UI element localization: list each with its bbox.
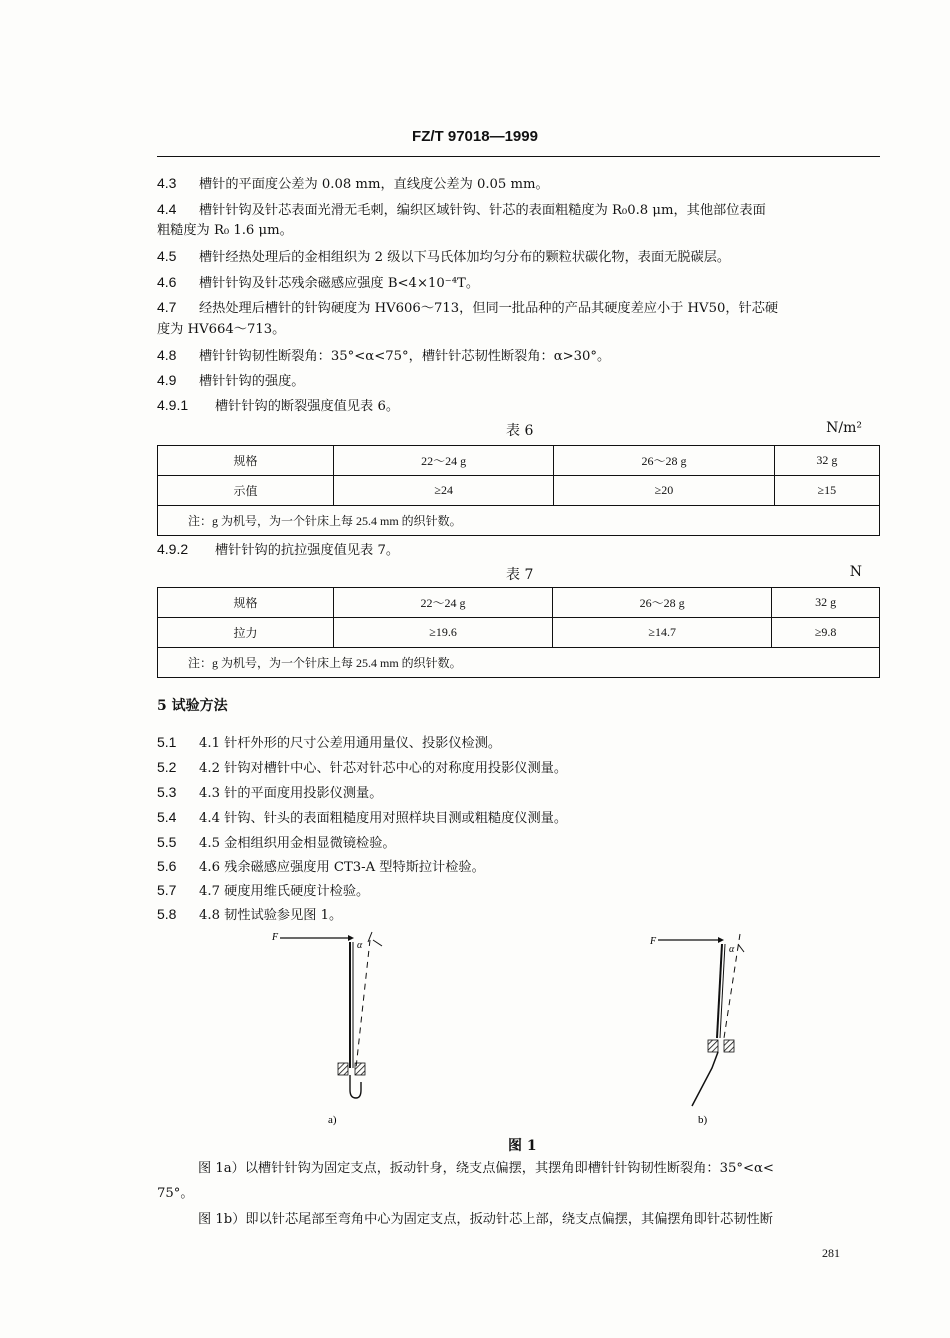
paragraph-1: 图 1a）以槽针针钩为固定支点，扳动针身，绕支点偏摆，其摆角即槽针针钩韧性断裂角：35°<α< (198, 1161, 774, 1176)
table-7 (157, 587, 880, 678)
table-cell: 32 g (774, 446, 879, 476)
page-number: 281 (822, 1246, 840, 1260)
clause-4-6: 4.6 槽针针钩及针芯残余磁感应强度 B<4×10⁻⁴T。 (157, 274, 480, 291)
force-label: F (650, 936, 657, 947)
standard-header: FZ/T 97018—1999 (412, 128, 538, 145)
table-row (158, 506, 880, 536)
figure-caption: 图 1 (508, 1138, 537, 1154)
clause-5-3: 5.3 4.3 针的平面度用投影仪测量。 (157, 784, 383, 801)
table-row (158, 446, 880, 476)
clause-4-7-cont: 度为 HV664～713。 (157, 322, 286, 337)
needle-hook (350, 1075, 361, 1098)
needle-tail (692, 1052, 718, 1106)
angle-mark (368, 932, 382, 946)
table-6 (157, 445, 880, 536)
table-cell: 26～28 g (553, 588, 772, 618)
table-row (158, 648, 880, 678)
clause-4-9-2: 4.9.2 槽针针钩的抗拉强度值见表 7。 (157, 541, 400, 558)
table-note: 注：g 为机号，为一个针床上每 25.4 mm 的织针数。 (158, 648, 880, 678)
force-label: F (272, 932, 279, 943)
clause-5-8: 5.8 4.8 韧性试验参见图 1。 (157, 906, 343, 923)
figure-1 (240, 918, 780, 1158)
table-row (158, 588, 880, 618)
clause-4-9-1: 4.9.1 槽针针钩的断裂强度值见表 6。 (157, 397, 400, 414)
table-cell: ≥20 (554, 476, 774, 506)
clause-5-7: 5.7 4.7 硬度用维氏硬度计检验。 (157, 882, 370, 899)
clause-4-8: 4.8 槽针针钩韧性断裂角：35°<α<75°，槽针针芯韧性断裂角：α>30°。 (157, 347, 611, 364)
deflection-line (356, 940, 370, 1068)
paragraph-1-cont: 75°。 (157, 1186, 194, 1201)
table-row (158, 618, 880, 648)
figure-1b (649, 934, 744, 1126)
header-rule (157, 156, 880, 157)
table6-caption: 表 6 (506, 423, 534, 439)
table-cell: ≥15 (774, 476, 879, 506)
table-cell: 拉力 (158, 618, 334, 648)
table-row (158, 476, 880, 506)
table-cell: 规格 (158, 446, 334, 476)
figure-label-b: b) (698, 1114, 708, 1126)
arrow-head (348, 935, 354, 941)
clause-4-5: 4.5 槽针经热处理后的金相组织为 2 级以下马氏体加均匀分布的颗粒状碳化物，表面无脱碳层。 (157, 248, 731, 265)
clamp-left (708, 1040, 718, 1052)
table-cell: 规格 (158, 588, 334, 618)
clause-5-4: 5.4 4.4 针钩、针头的表面粗糙度用对照样块目测或粗糙度仪测量。 (157, 809, 568, 826)
clause-4-9: 4.9 槽针针钩的强度。 (157, 372, 305, 389)
arrow-head (718, 937, 724, 943)
clause-5-6: 5.6 4.6 残余磁感应强度用 CT3-A 型特斯拉计检验。 (157, 858, 485, 875)
figure-1a (271, 932, 382, 1126)
figure-label-a: a) (328, 1114, 337, 1126)
table7-unit: N (849, 564, 862, 580)
table-cell: 示值 (158, 476, 334, 506)
clause-4-4-cont: 粗糙度为 R₀ 1.6 μm。 (157, 223, 293, 238)
table-cell: ≥9.8 (772, 618, 880, 648)
clamp-right (724, 1040, 734, 1052)
table7-caption: 表 7 (506, 567, 534, 583)
angle-mark (738, 944, 744, 952)
angle-label: α (729, 944, 735, 955)
clause-4-7: 4.7 经热处理后槽针的针钩硬度为 HV606～713，但同一批品种的产品其硬度差应小于 HV50，针芯硬 (157, 299, 779, 316)
clause-5-1: 5.1 4.1 针杆外形的尺寸公差用通用量仪、投影仪检测。 (157, 734, 502, 751)
table-cell: 22～24 g (334, 446, 554, 476)
clause-4-3: 4.3 槽针的平面度公差为 0.08 mm，直线度公差为 0.05 mm。 (157, 175, 549, 192)
table-cell: 32 g (772, 588, 880, 618)
clause-5-2: 5.2 4.2 针钩对槽针中心、针芯对针芯中心的对称度用投影仪测量。 (157, 759, 568, 776)
table-cell: 26～28 g (554, 446, 774, 476)
clause-5-5: 5.5 4.5 金相组织用金相显微镜检验。 (157, 834, 396, 851)
paragraph-2: 图 1b）即以针芯尾部至弯角中心为固定支点，扳动针芯上部，绕支点偏摆，其偏摆角即针芯韧性断 (198, 1212, 773, 1227)
table-cell: 22～24 g (334, 588, 553, 618)
clamp-right (355, 1063, 365, 1075)
clause-4-4: 4.4 槽针针钩及针芯表面光滑无毛刺，编织区域针钩、针芯的表面粗糙度为 R₀0.8 μm，其他部位表面 (157, 201, 766, 218)
section-5-title: 5 试验方法 (157, 698, 228, 714)
table-cell: ≥24 (334, 476, 554, 506)
table6-unit: N/m² (826, 420, 862, 436)
table-cell: ≥14.7 (553, 618, 772, 648)
angle-label: α (357, 940, 363, 951)
clamp-left (338, 1063, 348, 1075)
table-cell: ≥19.6 (334, 618, 553, 648)
table-note: 注：g 为机号，为一个针床上每 25.4 mm 的织针数。 (158, 506, 880, 536)
